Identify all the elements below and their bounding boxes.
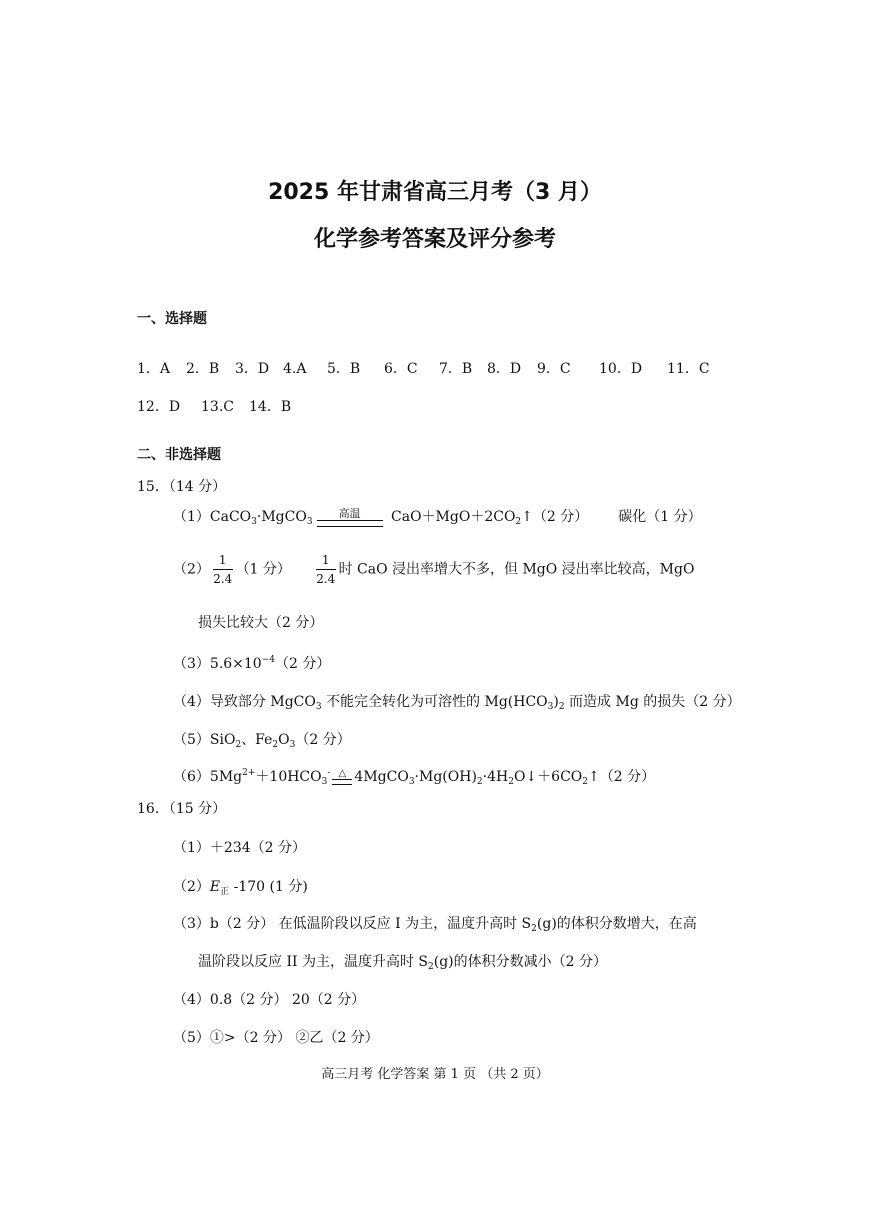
question-15-label: 15．（14 分）: [137, 479, 227, 495]
equilibrium-sign: 高温: [317, 508, 383, 527]
heat-equilibrium-sign: △: [332, 769, 352, 785]
q16-part-1: （1）＋234（2 分）: [173, 840, 306, 856]
q15-part-4: （4）导致部分 MgCO$_3$ 不能完全转化为可溶性的 $Mg(HCO_3)_2$ 而造成 Mg 的损失（2 分）: [173, 694, 741, 712]
choice-answer: 8．D: [487, 361, 522, 377]
choice-answer: 12．D: [137, 399, 181, 415]
question-16-label: 16．（15 分）: [137, 801, 227, 817]
page-title: 2025 年甘肃省高三月考（3 月）: [268, 180, 602, 205]
page-subtitle: 化学参考答案及评分参考: [313, 227, 556, 252]
choice-answer: 7．B: [439, 361, 473, 377]
section-heading-choice: 一、选择题: [137, 311, 207, 327]
choice-answer: 14．B: [249, 399, 292, 415]
page-footer: 高三月考 化学答案 第 1 页 （共 2 页）: [321, 1067, 549, 1082]
q15-part-3: $(3)5.6\times 10^{-4}(2$ 分）: [173, 655, 331, 672]
choice-answer: 4.A: [283, 361, 307, 377]
choice-answer: 11．C: [667, 361, 710, 377]
section-heading-nonchoice: 二、非选择题: [137, 447, 221, 463]
choice-answer: 5．B: [327, 361, 361, 377]
choice-answer: 9．C: [537, 361, 571, 377]
q15-part-1: （1）CaCO$_3$·MgCO$_3$ 高温 $CaO+MgO+2CO_2↑(2$ 分） 碳化（1 分）: [173, 506, 702, 527]
q15-part-2-continued: 损失比较大（2 分）: [198, 615, 324, 631]
q16-part-4: （4）0.8（2 分） 20（2 分）: [173, 992, 366, 1008]
choice-answer: 2．B: [186, 361, 220, 377]
choice-answer: 1．A: [137, 361, 171, 377]
q15-part-2: （2） $\frac{1}{2.4}$ （1 分） $\frac{1}{2.4}$ 时 CaO 浸出率增大不多，但 MgO 浸出率比较高，MgO: [173, 553, 695, 586]
fraction: $\frac{1}{2.4}$: [213, 553, 233, 586]
fraction: $\frac{1}{2.4}$: [316, 553, 336, 586]
q16-part-5: （5）①>（2 分） ②乙（2 分）: [173, 1030, 379, 1046]
q15-part-5: （5）SiO$_2$、$Fe_2O_3(2$ 分）: [173, 732, 351, 750]
choice-answer: 10．D: [599, 361, 643, 377]
q16-part-2: $(2)E_正$ -170 (1 分): [173, 879, 308, 897]
q16-part-3-continued: 温阶段以反应 II 为主，温度升高时 $S_2(g)$的体积分数减小（2 分）: [198, 954, 607, 972]
choice-answer: 6．C: [384, 361, 418, 377]
q15-part-6: $(6)5Mg^{2+}+10HCO_3^-$ △ $4MgCO_3\cdot Mg(OH)_2\cdot 4H_2O↓+6CO_2↑(2$ 分）: [173, 768, 656, 787]
choice-answer: 13.C: [201, 399, 234, 415]
q16-part-3: （3）b（2 分） 在低温阶段以反应 I 为主，温度升高时 $S_2(g)$的体积分数增大，在高: [173, 916, 697, 934]
choice-answer: 3．D: [235, 361, 270, 377]
choice-answers-row-2: [137, 396, 291, 416]
choice-answers-row-1: [137, 358, 710, 378]
